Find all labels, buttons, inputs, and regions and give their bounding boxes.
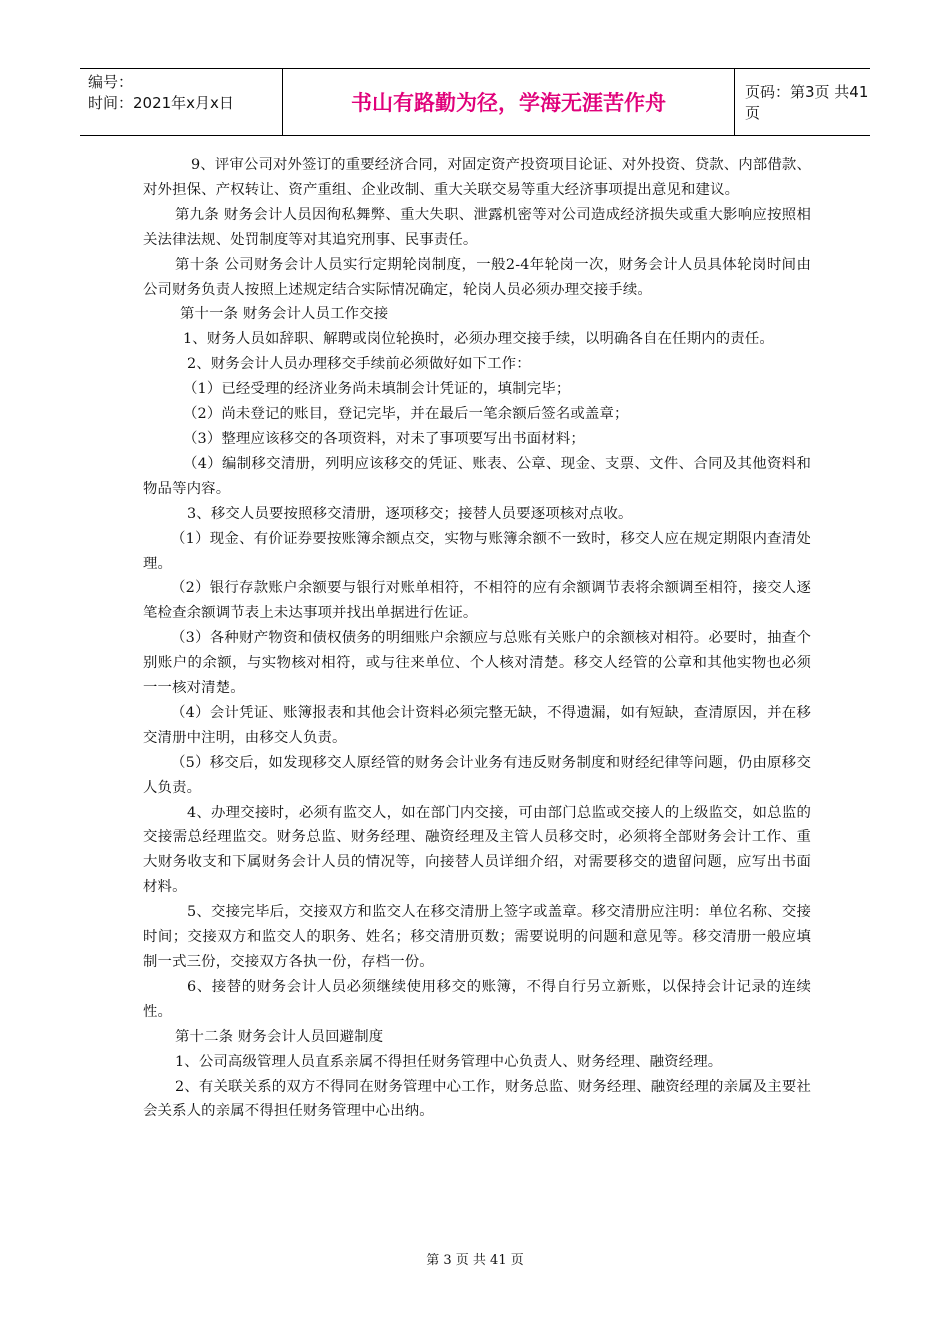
body-paragraph: 第十一条 财务会计人员工作交接 bbox=[180, 306, 389, 323]
document-date: 时间：2021年x月x日 bbox=[88, 94, 234, 112]
body-paragraph: （3）整理应该移交的各项资料，对未了事项要写出书面材料； bbox=[183, 430, 585, 447]
body-paragraph: （2）尚未登记的账目，登记完毕，并在最后一笔余额后签名或盖章； bbox=[183, 406, 629, 423]
body-paragraph: （1）已经受理的经济业务尚未填制会计凭证的，填制完毕； bbox=[183, 381, 571, 398]
body-paragraph: 6、接替的财务会计人员必须继续使用移交的账簿，不得自行另立新账，以保持会计记录的连续性。 bbox=[143, 978, 811, 1020]
body-paragraph: 3、移交人员要按照移交清册，逐项移交；接替人员要逐项核对点收。 bbox=[187, 505, 633, 522]
body-paragraph: （4）编制移交清册，列明应该移交的凭证、账表、公章、现金、支票、文件、合同及其他资料和物品等内容。 bbox=[143, 455, 811, 497]
body-paragraph: （3）各种财产物资和债权债务的明细账户余额应与总账有关账户的余额核对相符。必要时，抽查个别账户的余额，与实物核对相符，或与往来单位、个人核对清楚。移交人经管的公章和其他实物也必须一一核对清楚。 bbox=[143, 630, 811, 697]
body-paragraph: （4）会计凭证、账簿报表和其他会计资料必须完整无缺，不得遗漏，如有短缺，查清原因，并在移交清册中注明，由移交人负责。 bbox=[143, 704, 811, 746]
header-meta bbox=[80, 69, 283, 135]
body-paragraph: 2、财务会计人员办理移交手续前必须做好如下工作： bbox=[187, 356, 531, 373]
body-paragraph: 4、办理交接时，必须有监交人，如在部门内交接，可由部门总监或交接人的上级监交，如总监的交接需总经理监交。财务总监、财务经理、融资经理及主管人员移交时，必须将全部财务会计工作、重大财务收支和下属财务会计人员的情况等，向接替人员详细介绍，对需要移交的遗留问题，应写出书面材料。 bbox=[143, 804, 811, 896]
body-paragraph: 第十条 公司财务会计人员实行定期轮岗制度，一般2-4年轮岗一次，财务会计人员具体轮岗时间由公司财务负责人按照上述规定结合实际情况确定，轮岗人员必须办理交接手续。 bbox=[143, 256, 811, 298]
page-footer: 第 3 页 共 41 页 bbox=[426, 1253, 524, 1268]
body-paragraph: （2）银行存款账户余额要与银行对账单相符，不相符的应有余额调节表将余额调至相符，接交人逐笔检查余额调节表上未达事项并找出单据进行佐证。 bbox=[143, 580, 811, 622]
header-page-info: 页码：第3页 共41页 bbox=[745, 83, 869, 122]
body-paragraph: 第十二条 财务会计人员回避制度 bbox=[175, 1028, 384, 1045]
body-paragraph: 5、交接完毕后，交接双方和监交人在移交清册上签字或盖章。移交清册应注明：单位名称、交接时间；交接双方和监交人的职务、姓名；移交清册页数；需要说明的问题和意见等。移交清册一般应填制一式三份，交接双方各执一份，存档一份。 bbox=[143, 904, 811, 970]
page-header bbox=[80, 68, 870, 136]
body-paragraph: 9、评审公司对外签订的重要经济合同，对固定资产投资项目论证、对外投资、贷款、内部借款、对外担保、产权转让、资产重组、企业改制、重大关联交易等重大经济事项提出意见和建议。 bbox=[143, 157, 812, 198]
body-paragraph: 1、公司高级管理人员直系亲属不得担任财务管理中心负责人、财务经理、融资经理。 bbox=[175, 1053, 723, 1070]
document-number-label: 编号： bbox=[88, 73, 134, 91]
body-paragraph: 2、有关联关系的双方不得同在财务管理中心工作，财务总监、财务经理、融资经理的亲属及主要社会关系人的亲属不得担任财务管理中心出纳。 bbox=[143, 1078, 811, 1120]
body-paragraph: 第九条 财务会计人员因徇私舞弊、重大失职、泄露机密等对公司造成经济损失或重大影响应按照相关法律法规、处罚制度等对其追究刑事、民事责任。 bbox=[143, 206, 811, 248]
body-paragraph: （5）移交后，如发现移交人原经管的财务会计业务有违反财务制度和财经纪律等问题，仍由原移交人负责。 bbox=[143, 754, 811, 796]
document-body bbox=[143, 153, 811, 1124]
header-motto: 书山有路勤为径，学海无涯苦作舟 bbox=[283, 69, 735, 135]
body-paragraph: 1、财务人员如辞职、解聘或岗位轮换时，必须办理交接手续，以明确各自在任期内的责任。 bbox=[183, 331, 774, 348]
body-paragraph: （1）现金、有价证券要按账簿余额点交，实物与账簿余额不一致时，移交人应在规定期限内查清处理。 bbox=[143, 530, 811, 572]
